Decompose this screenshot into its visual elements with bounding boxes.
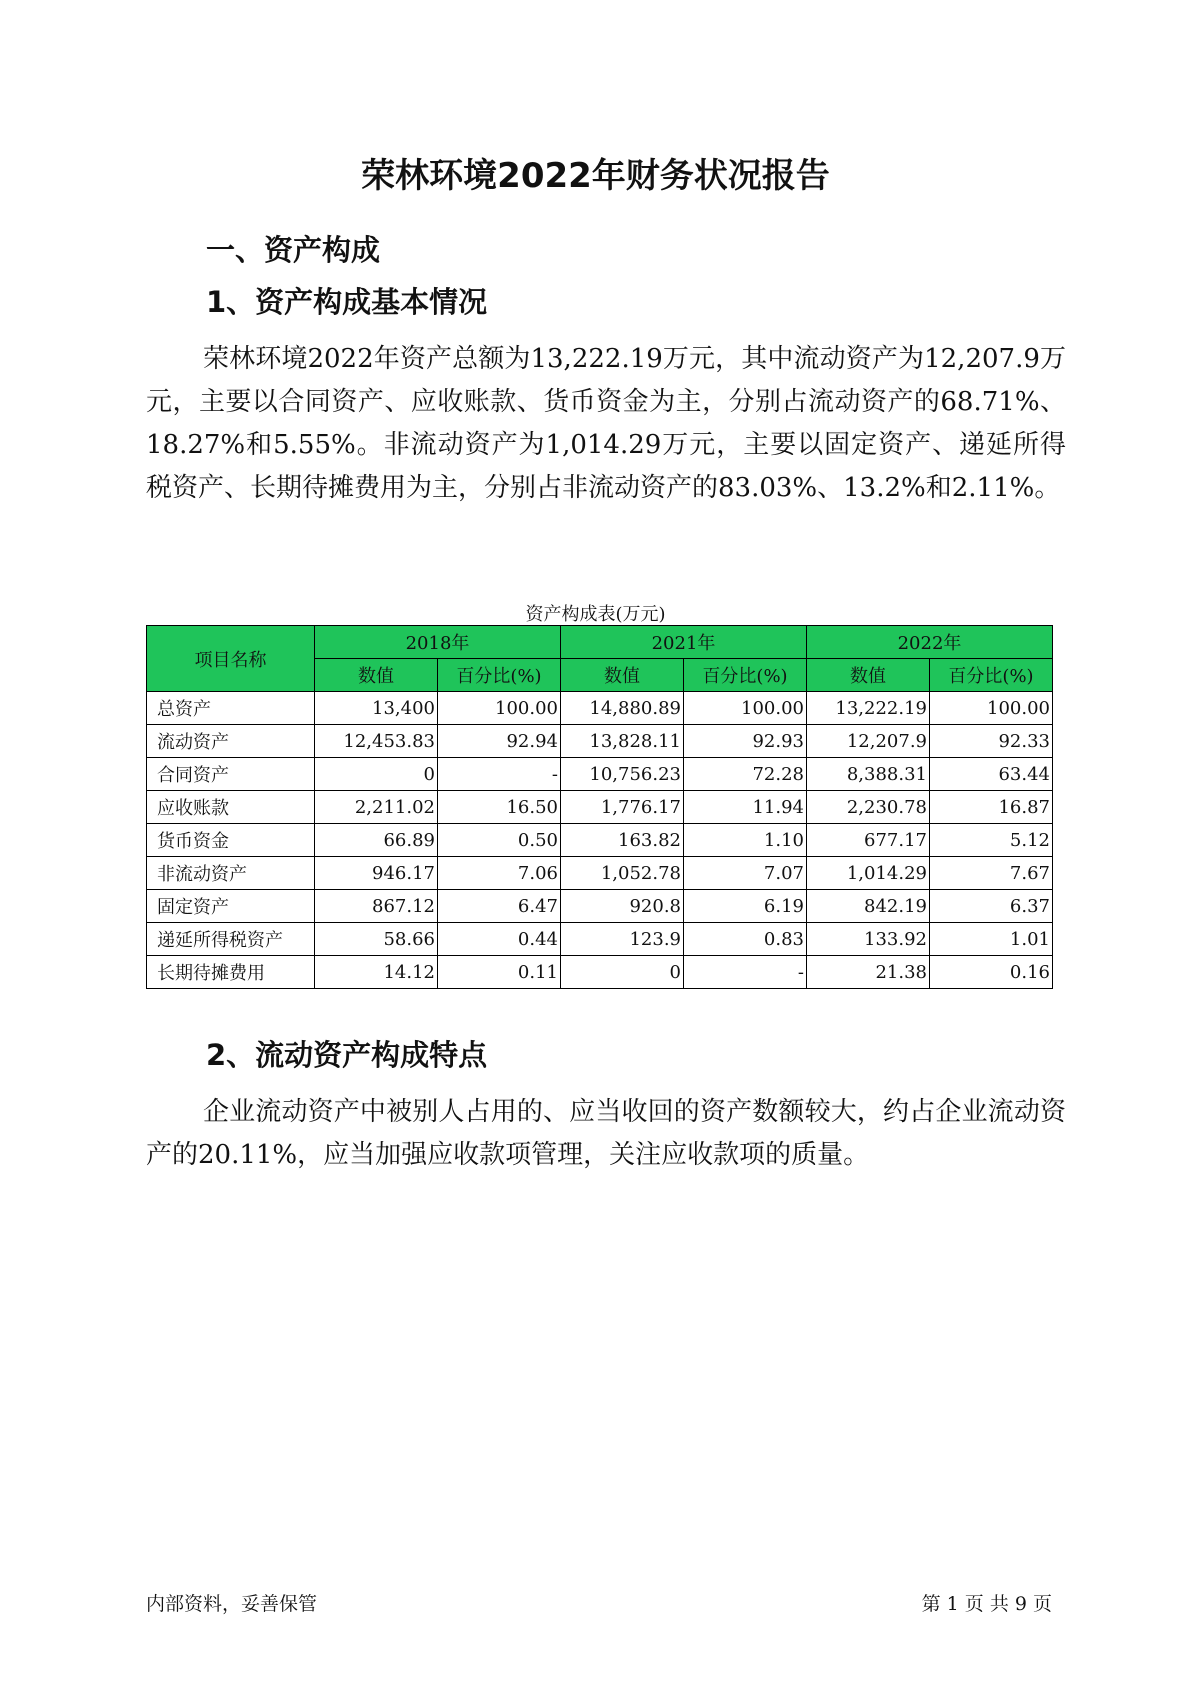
row-name: 应收账款	[147, 791, 315, 824]
row-name: 非流动资产	[147, 857, 315, 890]
cell-percent: 1.10	[684, 824, 807, 857]
cell-percent: 5.12	[930, 824, 1053, 857]
cell-percent: 7.07	[684, 857, 807, 890]
table-row	[147, 890, 1053, 923]
header-year-2018: 2018年	[315, 626, 561, 659]
cell-percent: 6.47	[438, 890, 561, 923]
cell-value: 163.82	[561, 824, 684, 857]
header-percent: 百分比(%)	[684, 659, 807, 692]
header-percent: 百分比(%)	[438, 659, 561, 692]
row-name: 货币资金	[147, 824, 315, 857]
cell-value: 946.17	[315, 857, 438, 890]
cell-value: 21.38	[807, 956, 930, 989]
cell-value: 13,400	[315, 692, 438, 725]
table-row	[147, 758, 1053, 791]
table-row	[147, 956, 1053, 989]
cell-value: 2,211.02	[315, 791, 438, 824]
cell-value: 12,453.83	[315, 725, 438, 758]
cell-value: 0	[315, 758, 438, 791]
paragraph-current-assets: 企业流动资产中被别人占用的、应当收回的资产数额较大，约占企业流动资产的20.11%，应当加强应收款项管理，关注应收款项的质量。	[146, 1097, 1066, 1170]
table-row	[147, 692, 1053, 725]
cell-value: 0	[561, 956, 684, 989]
cell-percent: 11.94	[684, 791, 807, 824]
cell-percent: 6.37	[930, 890, 1053, 923]
cell-percent: 0.44	[438, 923, 561, 956]
cell-percent: 16.50	[438, 791, 561, 824]
row-name: 长期待摊费用	[147, 956, 315, 989]
footer-page-number: 第 1 页 共 9 页	[921, 1593, 1052, 1615]
cell-value: 1,776.17	[561, 791, 684, 824]
cell-value: 14,880.89	[561, 692, 684, 725]
cell-value: 8,388.31	[807, 758, 930, 791]
subsection-heading-basic: 1、资产构成基本情况	[206, 285, 488, 319]
cell-percent: 100.00	[438, 692, 561, 725]
cell-percent: 6.19	[684, 890, 807, 923]
row-name: 合同资产	[147, 758, 315, 791]
paragraph-asset-summary: 荣林环境2022年资产总额为13,222.19万元，其中流动资产为12,207.9万元，主要以合同资产、应收账款、货币资金为主，分别占流动资产的68.71%、18.27%和5.55%。非流动资产为1,014.29万元，主要以固定资产、递延所得税资产、长期待摊费用为主，分别占非流动资产的83.03%、13.2%和2.11%。	[146, 344, 1066, 503]
cell-percent: -	[684, 956, 807, 989]
table-row	[147, 923, 1053, 956]
row-name: 总资产	[147, 692, 315, 725]
row-name: 递延所得税资产	[147, 923, 315, 956]
asset-composition-table	[146, 625, 1053, 989]
cell-value: 2,230.78	[807, 791, 930, 824]
header-percent: 百分比(%)	[930, 659, 1053, 692]
cell-value: 133.92	[807, 923, 930, 956]
cell-percent: 92.94	[438, 725, 561, 758]
cell-value: 920.8	[561, 890, 684, 923]
row-name: 流动资产	[147, 725, 315, 758]
cell-percent: 7.67	[930, 857, 1053, 890]
footer-confidential-note: 内部资料，妥善保管	[146, 1593, 318, 1615]
cell-value: 13,222.19	[807, 692, 930, 725]
cell-percent: 0.83	[684, 923, 807, 956]
header-value: 数值	[807, 659, 930, 692]
table-row	[147, 725, 1053, 758]
cell-percent: 0.50	[438, 824, 561, 857]
cell-value: 12,207.9	[807, 725, 930, 758]
header-year-2021: 2021年	[561, 626, 807, 659]
cell-percent: 7.06	[438, 857, 561, 890]
cell-percent: 0.16	[930, 956, 1053, 989]
subsection-heading-current-assets: 2、流动资产构成特点	[206, 1038, 488, 1072]
cell-percent: 100.00	[684, 692, 807, 725]
cell-value: 1,052.78	[561, 857, 684, 890]
cell-value: 58.66	[315, 923, 438, 956]
cell-percent: 16.87	[930, 791, 1053, 824]
cell-value: 13,828.11	[561, 725, 684, 758]
table-row	[147, 857, 1053, 890]
cell-value: 14.12	[315, 956, 438, 989]
table-row	[147, 791, 1053, 824]
cell-value: 867.12	[315, 890, 438, 923]
cell-percent: 63.44	[930, 758, 1053, 791]
header-value: 数值	[315, 659, 438, 692]
cell-percent: 92.33	[930, 725, 1053, 758]
row-name: 固定资产	[147, 890, 315, 923]
table-caption: 资产构成表(万元)	[525, 604, 666, 625]
cell-value: 1,014.29	[807, 857, 930, 890]
cell-value: 10,756.23	[561, 758, 684, 791]
cell-value: 123.9	[561, 923, 684, 956]
cell-percent: 100.00	[930, 692, 1053, 725]
section-heading-asset-composition: 一、资产构成	[206, 233, 381, 267]
cell-value: 66.89	[315, 824, 438, 857]
header-item-name: 项目名称	[147, 626, 315, 692]
cell-percent: 92.93	[684, 725, 807, 758]
cell-value: 677.17	[807, 824, 930, 857]
cell-value: 842.19	[807, 890, 930, 923]
cell-percent: -	[438, 758, 561, 791]
cell-percent: 1.01	[930, 923, 1053, 956]
header-year-2022: 2022年	[807, 626, 1053, 659]
cell-percent: 72.28	[684, 758, 807, 791]
table-row	[147, 824, 1053, 857]
document-title: 荣林环境2022年财务状况报告	[361, 156, 830, 196]
header-value: 数值	[561, 659, 684, 692]
cell-percent: 0.11	[438, 956, 561, 989]
